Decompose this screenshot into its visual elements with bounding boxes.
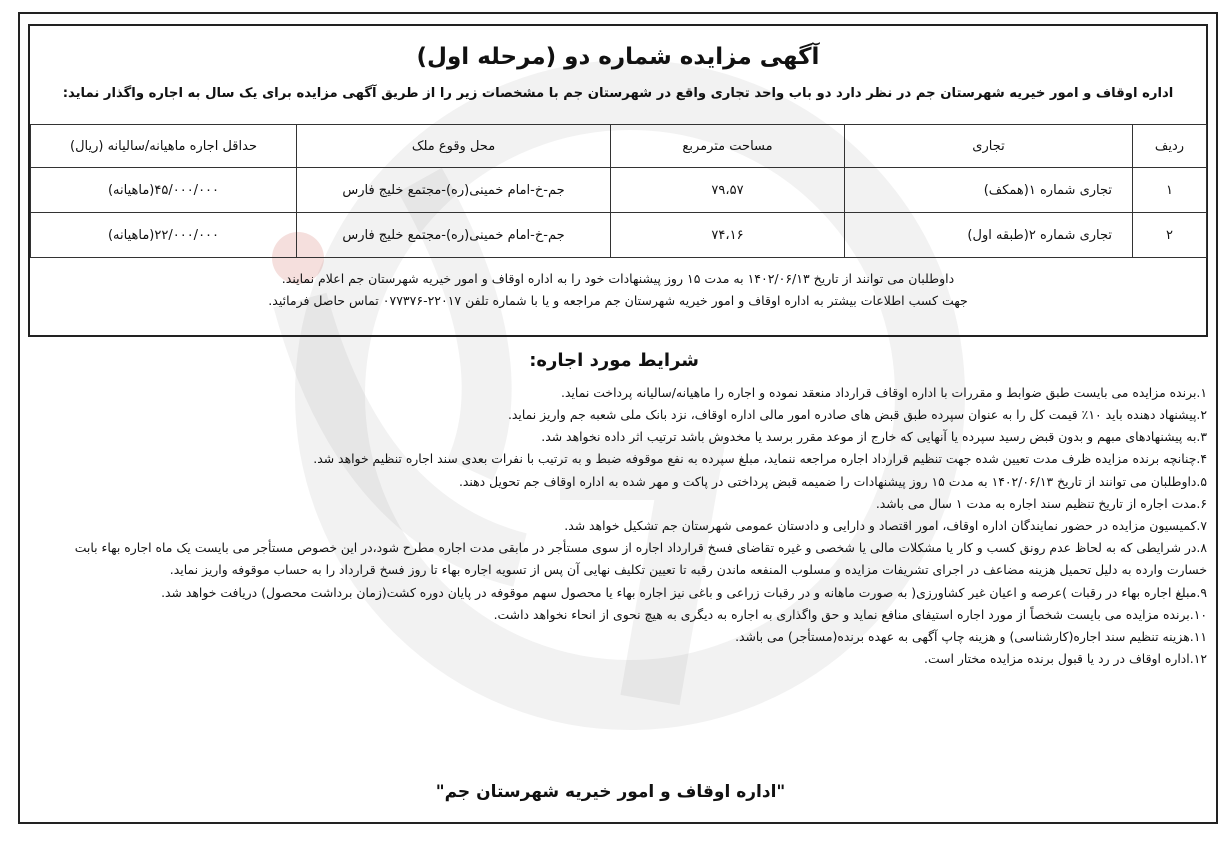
condition-item: ۷.کمیسیون مزایده در حضور نمایندگان اداره اوقاف، امور اقتصاد و دارایی و دادستان عمومی شهرستان جم تشکیل خواهد شد. <box>564 518 1207 534</box>
cell-commercial: تجاری شماره ۱(همکف) <box>845 168 1133 213</box>
cell-area: ۷۹،۵۷ <box>611 168 845 213</box>
condition-item: ۸.در شرایطی که به لحاظ عدم رونق کسب و کار یا مشکلات مالی یا شخصی و غیره تقاضای فسخ قرارداد اجاره از سوی مستأجر در مابقی مدت اجاره مطرح شود،در این خصوص مستأجر می بایست یک ماه اجاره بهاء بابت <box>74 540 1207 556</box>
note-line-contact: جهت کسب اطلاعات بیشتر به اداره اوقاف و امور خیریه شهرستان جم مراجعه و یا با شماره تلفن ۲۲۰۱۷-۰۷۷۳۷۶ تماس حاصل فرمائید. <box>268 293 968 308</box>
conditions-list <box>17 381 1207 670</box>
table-header-row <box>31 125 1207 168</box>
property-table <box>30 124 1207 258</box>
cell-min-rent: ۴۵/۰۰۰/۰۰۰(ماهیانه) <box>31 168 297 213</box>
condition-item: ۳.به پیشنهادهای مبهم و بدون قبض رسید سپرده یا آنهایی که خارج از موعد مقرر برسد یا مخدوش باشد ترتیب اثر داده نخواهد شد. <box>541 429 1207 445</box>
table-row <box>31 213 1207 258</box>
header-area: مساحت مترمربع <box>611 125 845 168</box>
cell-location: جم-خ-امام خمینی(ره)-مجتمع خلیج فارس <box>297 213 611 258</box>
condition-item: ۶.مدت اجاره از تاریخ تنظیم سند اجاره به مدت ۱ سال می باشد. <box>875 495 1207 511</box>
header-min-rent: حداقل اجاره ماهیانه/سالیانه (ریال) <box>31 125 297 168</box>
cell-location: جم-خ-امام خمینی(ره)-مجتمع خلیج فارس <box>297 168 611 213</box>
condition-item: ۴.چنانچه برنده مزایده ظرف مدت تعیین شده جهت تنظیم قرارداد اجاره مراجعه ننماید، مبلغ سپرده به نفع موقوفه ضبط و به ترتیب با نفرات بعدی سند اجاره تنظیم خواهد شد. <box>313 451 1207 467</box>
condition-item: ۹.مبلغ اجاره بهاء در رقبات )عرصه و اعیان غیر کشاورزی( به صورت ماهانه و در رقبات زراعی و باغی نیز اجاره بهاء یا محصول سهم موقوفه در پایان دوره کشت(زمان برداشت محصول) دریافت خواهد شد. <box>161 584 1207 600</box>
notice-intro: اداره اوقاف و امور خیریه شهرستان جم در نظر دارد دو باب واحد تجاری واقع در شهرستان جم با مشخصات زیر را از طریق آگهی مزایده برای یک سال به اجاره واگذار نماید: <box>62 86 1174 101</box>
auction-notice-box <box>28 24 1208 337</box>
cell-commercial: تجاری شماره ۲(طبقه اول) <box>845 213 1133 258</box>
header-row-number: ردیف <box>1133 125 1207 168</box>
conditions-title: شرایط مورد اجاره: <box>529 350 699 371</box>
notice-title: آگهی مزایده شماره دو (مرحله اول) <box>416 44 820 70</box>
header-location: محل وقوع ملک <box>297 125 611 168</box>
cell-row-number: ۲ <box>1133 213 1207 258</box>
condition-item: ۱۲.اداره اوقاف در رد یا قبول برنده مزایده مختار است. <box>924 651 1207 667</box>
condition-item-continuation: خسارت وارده به دلیل تحمیل هزینه مضاعف در اجرای تشریفات مزایده و مسلوب المنفعه ماندن رقبه تا تعیین تکلیف نهایی آن پس از تسویه اجاره بهاء تا روز فسخ قرارداد را به حساب موقوفه واریز نماید. <box>169 562 1207 578</box>
table-row <box>31 168 1207 213</box>
condition-item: ۵.داوطلبان می توانند از تاریخ ۱۴۰۲/۰۶/۱۳ به مدت ۱۵ روز پیشنهادات را ضمیمه قبض پرداختی در پاکت و مهر شده به اداره اوقاف جم تحویل دهند. <box>458 473 1207 489</box>
note-line-deadline: داوطلبان می توانند از تاریخ ۱۴۰۲/۰۶/۱۳ به مدت ۱۵ روز پیشنهادات خود را به اداره اوقاف و امور خیریه شهرستان جم اعلام نمایند. <box>281 271 955 286</box>
condition-item: ۱.برنده مزایده می بایست طبق ضوابط و مقررات با اداره اوقاف قرارداد منعقد نموده و اجاره را ماهیانه/سالیانه پرداخت نماید. <box>561 385 1207 400</box>
cell-min-rent: ۲۲/۰۰۰/۰۰۰(ماهیانه) <box>31 213 297 258</box>
header-commercial: تجاری <box>845 125 1133 168</box>
cell-area: ۷۴،۱۶ <box>611 213 845 258</box>
condition-item: ۲.پیشنهاد دهنده باید ۱۰٪ قیمت کل را به عنوان سپرده طبق قبض های صادره امور مالی اداره اوقاف، نزد بانک ملی شعبه جم واریز نماید. <box>507 407 1207 422</box>
condition-item: ۱۰.برنده مزایده می بایست شخصاً از مورد اجاره استیفای منافع نماید و حق واگذاری به اجاره به دیگری به هیچ نحوی از انحاء نخواهد داشت. <box>493 606 1207 622</box>
condition-item: ۱۱.هزینه تنظیم سند اجاره(کارشناسی) و هزینه چاپ آگهی به عهده برنده(مستأجر) می باشد. <box>735 629 1207 645</box>
footer-signature: "اداره اوقاف و امور خیریه شهرستان جم" <box>435 782 786 802</box>
notice-note <box>30 268 1206 312</box>
cell-row-number: ۱ <box>1133 168 1207 213</box>
